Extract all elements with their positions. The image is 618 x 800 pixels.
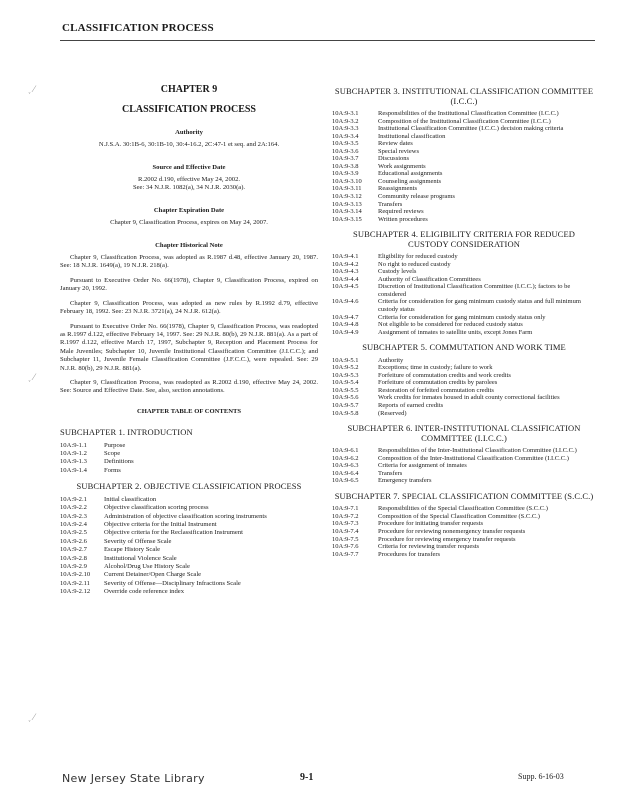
toc-entry <box>60 504 318 512</box>
toc-entry <box>332 364 596 372</box>
toc-entry <box>60 450 318 458</box>
toc-entry <box>332 261 596 269</box>
section-title: Counseling assignments <box>378 177 442 185</box>
section-number: 10A:9-3.12 <box>332 193 362 201</box>
section-number: 10A:9-6.3 <box>332 462 359 470</box>
toc-entry <box>60 571 318 579</box>
supplement-date: Supp. 6-16-03 <box>518 772 564 781</box>
section-number: 10A:9-3.15 <box>332 215 362 223</box>
section-title: Objective criteria for the Reclassification Instrument <box>104 529 243 537</box>
section-title: Eligibility for reduced custody <box>378 253 458 261</box>
toc-entry <box>332 551 596 559</box>
section-title: Institutional Violence Scale <box>104 554 177 562</box>
section-title: Forfeiture of commutation credits and work credits <box>378 371 511 379</box>
section-number: 10A:9-5.8 <box>332 409 359 417</box>
toc-entry <box>332 140 596 148</box>
margin-mark: ˯ ⁄ <box>28 84 35 94</box>
section-title: Required reviews <box>378 208 424 216</box>
margin-mark: ˯ ⁄ <box>28 372 35 382</box>
section-number: 10A:9-5.4 <box>332 379 359 387</box>
section-title: Composition of the Institutional Classification Committee (I.C.C.) <box>378 117 551 125</box>
section-number: 10A:9-4.4 <box>332 275 359 283</box>
section-number: 10A:9-3.14 <box>332 208 362 216</box>
section-number: 10A:9-7.1 <box>332 505 359 513</box>
toc-entry <box>332 185 596 193</box>
toc-entry <box>60 555 318 563</box>
section-number: 10A:9-6.5 <box>332 477 359 485</box>
toc-entry <box>332 387 596 395</box>
section-title: Responsibilities of the Inter-Institutional Classification Committee (I.I.C.C.) <box>378 447 577 455</box>
section-number: 10A:9-3.6 <box>332 147 359 155</box>
toc-entry <box>332 298 596 313</box>
section-title: Work assignments <box>378 162 426 170</box>
toc-entry <box>332 394 596 402</box>
toc-entry <box>332 253 596 261</box>
section-number: 10A:9-4.5 <box>332 283 359 291</box>
subchapter-title: SUBCHAPTER 6. INTER-INSTITUTIONAL CLASSIFICATION COMMITTEE (I.I.C.C.) <box>347 423 581 443</box>
section-title: Responsibilities of the Special Classification Committee (S.C.C.) <box>378 505 548 513</box>
history-heading: Chapter Historical Note <box>155 241 223 249</box>
authority-heading: Authority <box>175 128 203 136</box>
section-title: Procedure for reviewing emergency transfer requests <box>378 535 516 543</box>
section-number: 10A:9-7.2 <box>332 512 359 520</box>
section-number: 10A:9-1.3 <box>60 458 87 466</box>
section-number: 10A:9-7.3 <box>332 520 359 528</box>
section-title: No right to reduced custody <box>378 260 451 268</box>
section-number: 10A:9-3.10 <box>332 177 362 185</box>
toc-entry <box>60 546 318 554</box>
history-paragraph: Chapter 9, Classification Process, was adopted as R.1987 d.48, effective January 20, 1987. See: 18 N.J.R. 1649(a), 19 N.J.R. 218(a). <box>60 254 318 270</box>
toc-entry <box>332 283 596 298</box>
subchapter-title: SUBCHAPTER 1. INTRODUCTION <box>60 427 193 438</box>
section-number: 10A:9-2.12 <box>60 588 91 596</box>
section-title: Transfers <box>378 200 403 208</box>
section-number: 10A:9-4.8 <box>332 321 359 329</box>
subchapter-title: SUBCHAPTER 4. ELIGIBILITY CRITERIA FOR REDUCED CUSTODY CONSIDERATION <box>353 229 575 249</box>
section-title: Authority <box>378 356 404 364</box>
section-title: Severity of Offense Scale <box>104 537 172 545</box>
subchapter-title: SUBCHAPTER 7. SPECIAL CLASSIFICATION COMMITTEE (S.C.C.) <box>334 490 594 501</box>
toc-entry <box>332 372 596 380</box>
toc-entry <box>332 505 596 513</box>
section-number: 10A:9-3.2 <box>332 117 359 125</box>
subchapter-title: SUBCHAPTER 3. INSTITUTIONAL CLASSIFICATION COMMITTEE (I.C.C.) <box>334 86 594 106</box>
toc-entry <box>332 163 596 171</box>
section-title: Severity of Offense—Disciplinary Infractions Scale <box>104 579 241 587</box>
section-title: Composition of the Special Classification Committee (S.C.C.) <box>378 512 540 520</box>
section-title: Discretion of Institutional Classification Committee (I.C.C.); factors to be considered <box>378 283 571 298</box>
section-number: 10A:9-4.3 <box>332 268 359 276</box>
section-title: Work credits for inmates housed in adult county correctional facilities <box>378 394 560 402</box>
section-number: 10A:9-5.5 <box>332 386 359 394</box>
toc-entry <box>332 357 596 365</box>
history-paragraph: Chapter 9, Classification Process, was adopted as new rules by R.1992 d.79, effective February 18, 1992. See: 23 N.J.R. 3721(a), 24 N.J.R. 612(a). <box>60 299 318 316</box>
section-number: 10A:9-2.11 <box>60 579 90 587</box>
section-title: (Reserved) <box>378 409 407 417</box>
margin-mark: ˯ ⁄ <box>28 712 35 722</box>
subchapter-title: SUBCHAPTER 2. OBJECTIVE CLASSIFICATION PROCESS <box>76 481 302 492</box>
section-title: Educational assignments <box>378 170 443 178</box>
section-number: 10A:9-5.2 <box>332 364 359 372</box>
section-number: 10A:9-2.6 <box>60 537 87 545</box>
expiration-text: Chapter 9, Classification Process, expires on May 24, 2007. <box>110 219 268 227</box>
toc-entry <box>332 455 596 463</box>
section-title: Procedures for transfers <box>378 550 441 558</box>
section-title: Scope <box>104 450 121 458</box>
section-title: Community release programs <box>378 193 455 201</box>
section-number: 10A:9-2.2 <box>60 504 87 512</box>
toc-entry <box>332 410 596 418</box>
toc-entry <box>332 208 596 216</box>
library-watermark: New Jersey State Library <box>62 772 205 785</box>
expiration-heading: Chapter Expiration Date <box>153 206 225 214</box>
left-subchapters <box>60 428 318 597</box>
toc-entry <box>60 538 318 546</box>
toc-entry <box>332 268 596 276</box>
section-number: 10A:9-4.2 <box>332 260 359 268</box>
section-title: Not eligible to be considered for reduced custody status <box>378 321 523 329</box>
toc-entry <box>60 521 318 529</box>
section-title: Authority of Classification Committees <box>378 275 481 283</box>
section-title: Current Detainer/Open Charge Scale <box>104 571 202 579</box>
toc-entry <box>60 580 318 588</box>
toc-entry <box>332 520 596 528</box>
section-title: Special reviews <box>378 147 419 155</box>
toc-entry <box>60 563 318 571</box>
section-title: Institutional classification <box>378 132 446 140</box>
section-title: Reports of earned credits <box>378 402 444 409</box>
toc-entry <box>332 379 596 387</box>
toc-entry <box>332 477 596 485</box>
section-number: 10A:9-1.1 <box>60 441 87 449</box>
section-title: Assignment of inmates to satellite units, except Jones Farm <box>378 328 533 336</box>
toc-entry <box>332 110 596 118</box>
section-title: Procedure for reviewing nonemergency transfer requests <box>378 527 526 535</box>
toc-heading: CHAPTER TABLE OF CONTENTS <box>136 407 242 415</box>
toc-entry <box>332 133 596 141</box>
toc-entry <box>60 496 318 504</box>
section-number: 10A:9-5.7 <box>332 402 359 409</box>
section-title: Written procedures <box>378 215 428 223</box>
section-number: 10A:9-2.10 <box>60 571 91 579</box>
section-title: Forfeiture of commutation credits by parolees <box>378 379 498 387</box>
section-number: 10A:9-2.5 <box>60 529 87 537</box>
history-paragraph: Pursuant to Executive Order No. 66(1978), Chapter 9, Classification Process, expired on January 20, 1992. <box>60 276 318 293</box>
section-number: 10A:9-4.6 <box>332 298 359 306</box>
section-title: Review dates <box>378 140 413 148</box>
section-title: Discussions <box>378 155 410 163</box>
section-number: 10A:9-4.7 <box>332 313 359 321</box>
section-title: Initial classification <box>104 495 157 503</box>
section-number: 10A:9-7.6 <box>332 543 359 551</box>
section-number: 10A:9-3.11 <box>332 185 362 193</box>
toc-entry <box>60 529 318 537</box>
section-number: 10A:9-5.6 <box>332 394 359 402</box>
section-number: 10A:9-2.7 <box>60 546 87 554</box>
source-line: R.2002 d.190, effective May 24, 2002. <box>137 176 241 184</box>
section-title: Administration of objective classification scoring instruments <box>104 512 267 520</box>
toc-entry <box>332 402 596 410</box>
toc-entry <box>332 201 596 209</box>
right-column <box>332 80 596 558</box>
section-title: Criteria for consideration for gang minimum custody status and full minimum custody status <box>378 298 581 314</box>
section-number: 10A:9-2.3 <box>60 512 87 520</box>
section-number: 10A:9-1.4 <box>60 466 87 474</box>
section-title: Criteria for reviewing transfer requests <box>378 543 480 551</box>
section-title: Composition of the Inter-Institutional Classification Committee (I.I.C.C.) <box>378 454 569 462</box>
section-title: Institutional Classification Committee (I.C.C.) decision making criteria <box>378 125 564 133</box>
section-number: 10A:9-3.1 <box>332 110 359 117</box>
section-title: Criteria for consideration for gang minimum custody status only <box>378 313 546 321</box>
toc-entry <box>332 329 596 337</box>
section-title: Criteria for assignment of inmates <box>378 462 467 470</box>
toc-entry <box>332 528 596 536</box>
toc-entry <box>332 118 596 126</box>
section-title: Alcohol/Drug Use History Scale <box>104 563 190 571</box>
toc-entry <box>332 178 596 186</box>
toc-entry <box>332 462 596 470</box>
section-number: 10A:9-3.4 <box>332 132 359 140</box>
section-number: 10A:9-3.3 <box>332 125 359 133</box>
section-number: 10A:9-3.13 <box>332 200 362 208</box>
toc-entry <box>60 513 318 521</box>
right-subchapters <box>332 87 596 558</box>
chapter-title: CLASSIFICATION PROCESS <box>121 104 256 116</box>
toc-entry <box>332 447 596 455</box>
section-number: 10A:9-3.7 <box>332 155 359 163</box>
toc-entry <box>60 458 318 466</box>
section-number: 10A:9-7.5 <box>332 535 359 543</box>
section-title: Procedure for initiating transfer requests <box>378 520 484 528</box>
toc-entry <box>332 314 596 322</box>
toc-entry <box>332 513 596 521</box>
history-paragraphs <box>60 254 318 396</box>
section-number: 10A:9-3.8 <box>332 162 359 170</box>
toc-entry <box>332 125 596 133</box>
toc-entry <box>332 148 596 156</box>
section-number: 10A:9-3.5 <box>332 140 359 148</box>
toc-entry <box>60 442 318 450</box>
section-title: Responsibilities of the Institutional Classification Committee (I.C.C.) <box>378 110 559 117</box>
section-title: Transfers <box>378 469 403 477</box>
toc-entry <box>332 470 596 478</box>
section-number: 10A:9-4.1 <box>332 253 359 261</box>
section-title: Objective classification scoring process <box>104 504 209 512</box>
section-number: 10A:9-2.9 <box>60 563 87 571</box>
section-number: 10A:9-3.9 <box>332 170 359 178</box>
history-paragraph: Chapter 9, Classification Process, was readopted as R.2002 d.190, effective May 24, 2002. See: Source and Effective Date. See, also, section annotations. <box>60 378 318 395</box>
section-number: 10A:9-7.4 <box>332 527 359 535</box>
page-number: 9-1 <box>300 772 314 783</box>
header-rule <box>60 40 595 41</box>
toc-entry <box>332 193 596 201</box>
toc-entry <box>332 536 596 544</box>
authority-text: N.J.S.A. 30:1B-6, 30:1B-10, 30:4-16.2, 2C:47-1 et seq. and 2A:164. <box>98 141 280 149</box>
section-title: Reassignments <box>378 185 417 193</box>
toc-entry <box>332 170 596 178</box>
running-head: CLASSIFICATION PROCESS <box>62 22 214 34</box>
left-column <box>60 78 318 597</box>
section-title: Custody levels <box>378 268 417 276</box>
source-heading: Source and Effective Date <box>152 163 226 171</box>
section-number: 10A:9-1.2 <box>60 450 87 458</box>
section-title: Definitions <box>104 458 134 466</box>
section-number: 10A:9-5.3 <box>332 371 359 379</box>
section-title: Restoration of forfeited commutation credits <box>378 386 494 394</box>
source-line: See: 34 N.J.R. 1082(a), 34 N.J.R. 2030(a). <box>132 184 246 192</box>
chapter-number: CHAPTER 9 <box>160 84 218 95</box>
section-number: 10A:9-2.4 <box>60 521 87 528</box>
section-number: 10A:9-4.9 <box>332 328 359 336</box>
section-number: 10A:9-6.4 <box>332 469 359 477</box>
toc-entry <box>60 467 318 475</box>
toc-entry <box>332 155 596 163</box>
toc-entry <box>332 276 596 284</box>
toc-entry <box>332 543 596 551</box>
section-title: Purpose <box>104 441 126 449</box>
section-number: 10A:9-6.2 <box>332 454 359 462</box>
section-title: Objective criteria for the Initial Instrument <box>104 521 217 528</box>
section-title: Exceptions; time in custody; failure to work <box>378 364 493 372</box>
section-number: 10A:9-6.1 <box>332 447 359 455</box>
section-number: 10A:9-7.7 <box>332 550 359 558</box>
toc-entry <box>332 321 596 329</box>
section-number: 10A:9-5.1 <box>332 356 359 364</box>
section-title: Escape History Scale <box>104 546 161 554</box>
section-title: Override code reference index <box>104 588 184 596</box>
section-number: 10A:9-2.1 <box>60 495 87 503</box>
toc-entry <box>60 588 318 596</box>
section-title: Forms <box>104 466 121 474</box>
history-paragraph: Pursuant to Executive Order No. 66(1978), Chapter 9, Classification Process, was readopted as R.1997 d.122, effective February 14, 1997. See: 29 N.J.R. 80(b), 29 N.J.R. 881(a). As a part of R.1997 d.122, effective March 17, 1997, Subchapter 9, Reception and Placement Process for Male Juveniles; Subchapter 10, Juvenile Institutional Classification Committee (J.I.C.C.); and Subchapter 11, Juvenile Female Classification Committee (J.F.C.C.), were repealed. See: 29 N.J.R. 80(b), 29 N.J.R. 881(a). <box>60 322 318 372</box>
subchapter-title: SUBCHAPTER 5. COMMUTATION AND WORK TIME <box>362 342 566 353</box>
section-number: 10A:9-2.8 <box>60 554 87 562</box>
section-title: Emergency transfers <box>378 477 432 485</box>
toc-entry <box>332 216 596 224</box>
